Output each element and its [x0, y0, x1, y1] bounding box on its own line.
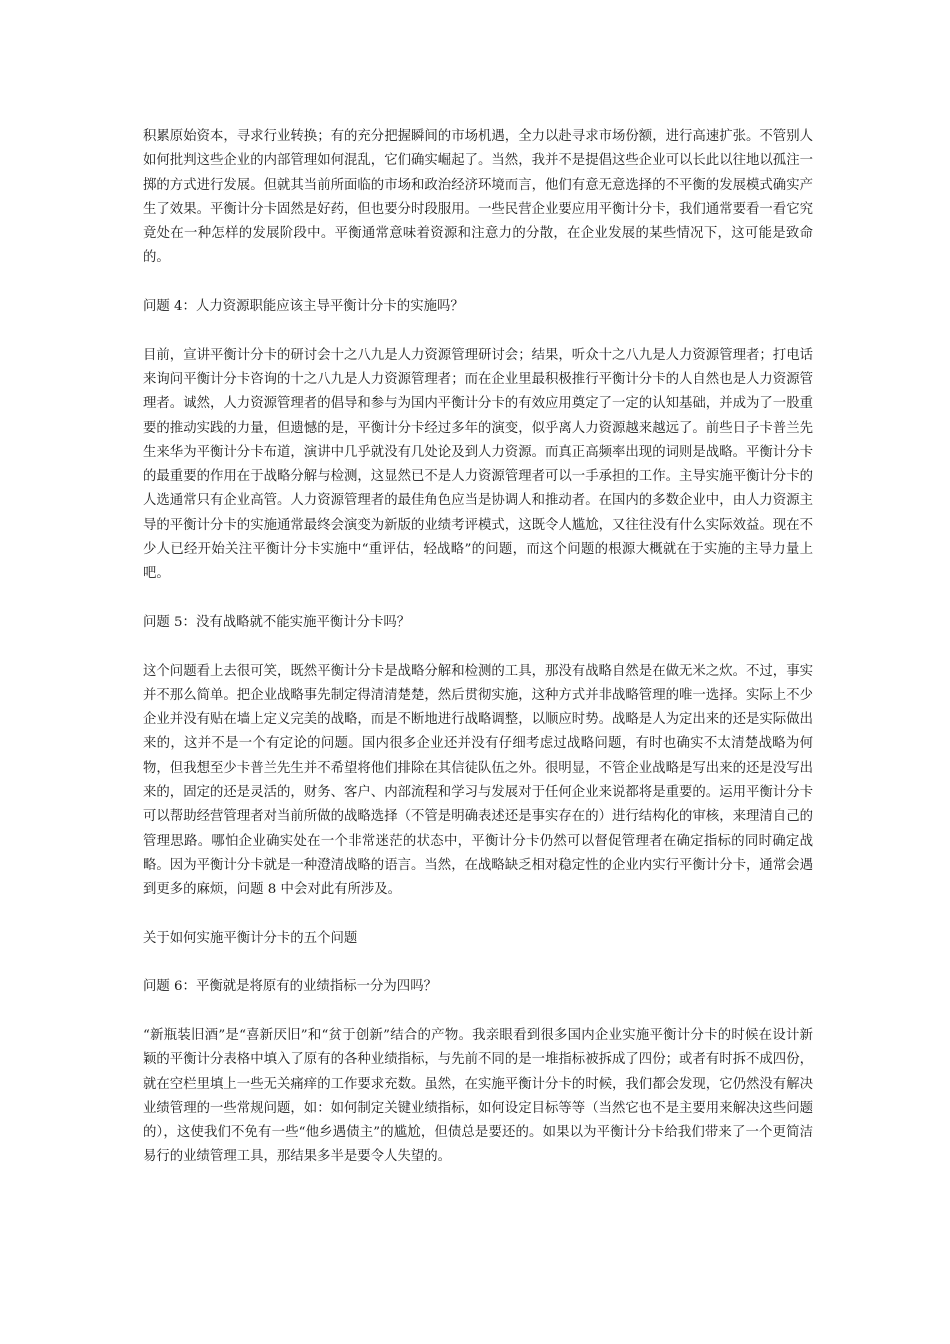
- paragraph-new-bottle-old-wine: “新瓶装旧酒”是“喜新厌旧”和“贫于创新”结合的产物。我亲眼看到很多国内企业实施平衡计分卡的时候在设计新颖的平衡计分表格中填入了原有的各种业绩指标，与先前不同的是一堆指标被拆成了四份；或者有时拆不成四份，就在空栏里填上一些无关痛痒的工作要求充数。虽然，在实施平衡计分卡的时候，我们都会发现，它仍然没有解决业绩管理的一些常规问题，如：如何制定关键业绩指标，如何设定目标等等（当然它也不是主要用来解决这些问题的），这使我们不免有一些“他乡遇债主”的尴尬，但债总是要还的。如果以为平衡计分卡给我们带来了一个更简洁易行的业绩管理工具，那结果多半是要令人失望的。: [143, 1027, 813, 1165]
- paragraph-strategy: 这个问题看上去很可笑，既然平衡计分卡是战略分解和检测的工具，那没有战略自然是在做无米之炊。不过，事实并不那么简单。把企业战略事先制定得清清楚楚，然后贯彻实施，这种方式并非战略管理的唯一选择。实际上不少企业并没有贴在墙上定义完美的战略，而是不断地进行战略调整，以顺应时势。战略是人为定出来的还是实际做出来的，这并不是一个有定论的问题。国内很多企业还并没有仔细考虑过战略问题，有时也确实不太清楚战略为何物，但我想至少卡普兰先生并不希望将他们排除在其信徒队伍之外。很明显，不管企业战略是写出来的还是没写出来的，固定的还是灵活的，财务、客户、内部流程和学习与发展对于任何企业来说都将是重要的。运用平衡计分卡可以帮助经营管理者对当前所做的战略选择（不管是明确表述还是事实存在的）进行结构化的审核，来理清自己的管理思路。哪怕企业确实处在一个非常迷茫的状态中，平衡计分卡仍然可以督促管理者在确定指标的同时确定战略。因为平衡计分卡就是一种澄清战略的语言。当然，在战略缺乏相对稳定性的企业内实行平衡计分卡，通常会遇到更多的麻烦，问题 8 中会对此有所涉及。: [143, 663, 813, 898]
- section-title-implementation: 关于如何实施平衡计分卡的五个问题: [143, 930, 358, 946]
- heading-question-5: 问题 5：没有战略就不能实施平衡计分卡吗？: [143, 614, 411, 630]
- document-body: [143, 125, 813, 1170]
- heading-question-6: 问题 6：平衡就是将原有的业绩指标一分为四吗？: [143, 979, 437, 995]
- paragraph-hr-role: 目前，宣讲平衡计分卡的研讨会十之八九是人力资源管理研讨会；结果，听众十之八九是人力资源管理者；打电话来询问平衡计分卡咨询的十之八九是人力资源管理者；而在企业里最积极推行平衡计分卡的人自然也是人力资源管理者。诚然，人力资源管理者的倡导和参与为国内平衡计分卡的有效应用奠定了一定的认知基础，并成为了一股重要的推动实践的力量，但遗憾的是，平衡计分卡经过多年的演变，似乎离人力资源越来越远了。前些日子卡普兰先生来华为平衡计分卡布道，演讲中几乎就没有几处论及到人力资源。而真正高频率出现的词则是战略。平衡计分卡的最重要的作用在于战略分解与检测，这显然已不是人力资源管理者可以一手承担的工作。主导实施平衡计分卡的人选通常只有企业高管。人力资源管理者的最佳角色应当是协调人和推动者。在国内的多数企业中，由人力资源主导的平衡计分卡的实施通常最终会演变为新版的业绩考评模式，这既令人尴尬，又往往没有什么实际效益。现在不少人已经开始关注平衡计分卡实施中“重评估，轻战略”的问题，而这个问题的根源大概就在于实施的主导力量上吧。: [143, 347, 813, 582]
- heading-question-4: 问题 4：人力资源职能应该主导平衡计分卡的实施吗？: [143, 299, 464, 315]
- paragraph-growth-models: 积累原始资本，寻求行业转换；有的充分把握瞬间的市场机遇，全力以赴寻求市场份额，进行高速扩张。不管别人如何批判这些企业的内部管理如何混乱，它们确实崛起了。当然，我并不是提倡这些企业可以长此以往地以孤注一掷的方式进行发展。但就其当前所面临的市场和政治经济环境而言，他们有意无意选择的不平衡的发展模式确实产生了效果。平衡计分卡固然是好药，但也要分时段服用。一些民营企业要应用平衡计分卡，我们通常要看一看它究竟处在一种怎样的发展阶段中。平衡通常意味着资源和注意力的分散，在企业发展的某些情况下，这可能是致命的。: [143, 129, 813, 266]
